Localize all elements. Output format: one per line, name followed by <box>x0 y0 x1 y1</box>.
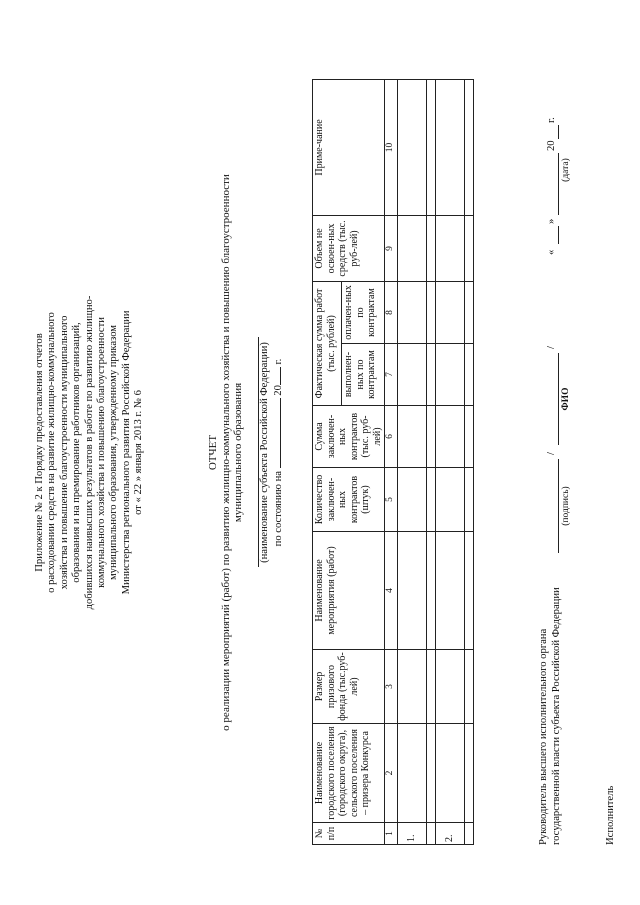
table-header-row <box>313 79 342 844</box>
appendix-header <box>34 0 146 905</box>
signature-row <box>538 45 571 845</box>
table-cell[interactable] <box>426 650 435 724</box>
slash-right: / <box>546 346 557 349</box>
table-cell[interactable] <box>435 532 464 650</box>
table-cell[interactable] <box>435 468 464 532</box>
table-cell[interactable] <box>426 344 435 406</box>
table-row <box>464 79 473 844</box>
table-cell[interactable] <box>397 406 426 468</box>
row-number: 2. <box>435 823 464 845</box>
column-number-row <box>385 79 398 844</box>
header-completed: выполнен-ных по контрактам <box>342 344 385 406</box>
column-number: 2 <box>385 724 398 823</box>
subject-date-prefix: по состоянию на <box>273 471 285 547</box>
slash-left: / <box>546 452 557 455</box>
column-number: 5 <box>385 468 398 532</box>
table-cell[interactable] <box>397 724 426 823</box>
table-cell[interactable] <box>397 79 426 215</box>
table-cell[interactable] <box>426 406 435 468</box>
appendix-line: от « 22 » января 2013 г. № 6 <box>133 390 145 515</box>
appendix-line: Министерства регионального развития Российской Федерации <box>120 310 132 595</box>
head-of-executive-label <box>538 587 563 845</box>
table-cell[interactable] <box>435 281 464 343</box>
report-subtitle-line: о реализации мероприятий (работ) по развитию жилищно-коммунального хозяйства и повышению благоустроенности <box>219 174 232 731</box>
header-actual-sum: Фактическая сумма работ (тыс. рублей) <box>313 281 342 405</box>
name-caption: ФИО <box>561 387 571 411</box>
table-cell[interactable] <box>464 281 473 343</box>
table-cell[interactable] <box>435 215 464 281</box>
date-month-field[interactable] <box>558 153 559 215</box>
report-title: ОТЧЕТ <box>207 434 219 471</box>
table-cell[interactable] <box>426 532 435 650</box>
table-cell[interactable] <box>435 344 464 406</box>
date-year-prefix: 20 <box>546 140 557 151</box>
table-cell[interactable] <box>464 650 473 724</box>
header-activity: Наименование мероприятия (работ) <box>313 532 385 650</box>
subject-year-suffix: г. <box>273 358 285 365</box>
table-cell[interactable] <box>464 79 473 215</box>
name-field[interactable] <box>558 353 559 445</box>
table-cell[interactable] <box>435 406 464 468</box>
appendix-line: хозяйства и повышение благоустроенности муниципального <box>58 315 70 590</box>
signature-caption: (подпись) <box>561 486 571 526</box>
signature-field[interactable] <box>558 459 559 553</box>
column-number: 8 <box>385 281 398 343</box>
table-cell <box>464 823 473 845</box>
header-contract-count: Количество заключен-ных контрактов (штук) <box>313 468 385 532</box>
report-subtitle-line: муниципального образования <box>232 382 244 523</box>
table-cell[interactable] <box>464 344 473 406</box>
column-number: 9 <box>385 215 398 281</box>
table-cell[interactable] <box>397 215 426 281</box>
appendix-line: образования и на премирование работников организаций, <box>71 322 83 583</box>
table-cell[interactable] <box>464 215 473 281</box>
header-prize-fund: Размер призового фонда (тыс.руб-лей) <box>313 650 385 724</box>
table-cell[interactable] <box>397 650 426 724</box>
column-number: 10 <box>385 79 398 215</box>
subject-year-blank[interactable] <box>271 367 281 385</box>
report-table <box>312 79 474 845</box>
appendix-line: о расходовании средств на развитие жилищно-коммунального <box>46 312 58 593</box>
column-number: 1 <box>385 823 398 845</box>
table-cell[interactable] <box>435 724 464 823</box>
subject-block <box>258 0 286 905</box>
appendix-line: Приложение № 2 к Порядку предоставления отчетов <box>34 333 45 572</box>
header-settlement: Наименование городского поселения (городского округа), сельского поселения – призера Конкурса <box>313 724 385 823</box>
subject-caption: (наименование субъекта Российской Федерации) <box>259 342 270 563</box>
date-quote-close: » <box>546 218 557 224</box>
table-cell[interactable] <box>426 215 435 281</box>
header-num: № п/п <box>313 823 385 845</box>
table-cell[interactable] <box>426 281 435 343</box>
table-cell[interactable] <box>435 79 464 215</box>
table-cell[interactable] <box>397 344 426 406</box>
table-cell[interactable] <box>464 406 473 468</box>
table-cell[interactable] <box>464 468 473 532</box>
row-number: 1. <box>397 823 426 845</box>
table-cell[interactable] <box>435 650 464 724</box>
date-year-field[interactable] <box>558 125 559 139</box>
header-note: Приме-чание <box>313 79 385 215</box>
date-year-suffix: г. <box>546 117 557 123</box>
header-paid: оплачен-ных по контрактам <box>342 281 385 343</box>
header-unspent: Объем не освоен-ных средств (тыс. руб-лей) <box>313 215 385 281</box>
table-cell[interactable] <box>426 724 435 823</box>
appendix-line: добившихся наивысших результатов в работе по развитию жилищно- <box>83 295 95 610</box>
column-number: 4 <box>385 532 398 650</box>
appendix-line: муниципального образования, утвержденному приказом <box>108 324 120 581</box>
table-cell[interactable] <box>464 724 473 823</box>
header-contract-sum: Сумма заключен-ных контрактов (тыс. руб-лей) <box>313 406 385 468</box>
table-cell[interactable] <box>397 468 426 532</box>
table-cell[interactable] <box>397 281 426 343</box>
signature-label-line: Руководитель высшего исполнительного органа <box>538 628 549 845</box>
date-quote-open: « <box>546 249 557 255</box>
table-row <box>397 79 426 844</box>
column-number: 3 <box>385 650 398 724</box>
table-cell[interactable] <box>397 532 426 650</box>
executor-label: Исполнитель <box>605 785 616 845</box>
subject-date-row <box>271 0 285 905</box>
signature-label-line: государственной власти субъекта Российской Федерации <box>550 587 562 845</box>
appendix-line: коммунального хозяйства и повышению благоустроенности <box>96 317 108 588</box>
report-title-block <box>207 0 245 905</box>
table-cell[interactable] <box>426 468 435 532</box>
table-row <box>435 79 464 844</box>
table-row <box>426 79 435 844</box>
table-cell[interactable] <box>426 79 435 215</box>
subject-year-prefix: 20 <box>273 385 285 396</box>
column-number: 7 <box>385 344 398 406</box>
date-day-field[interactable] <box>558 226 559 244</box>
table-cell[interactable] <box>464 532 473 650</box>
column-number: 6 <box>385 406 398 468</box>
table-cell <box>426 823 435 845</box>
subject-date-blank[interactable] <box>271 398 281 468</box>
date-caption: (дата) <box>561 158 571 182</box>
signature-block <box>538 45 571 845</box>
